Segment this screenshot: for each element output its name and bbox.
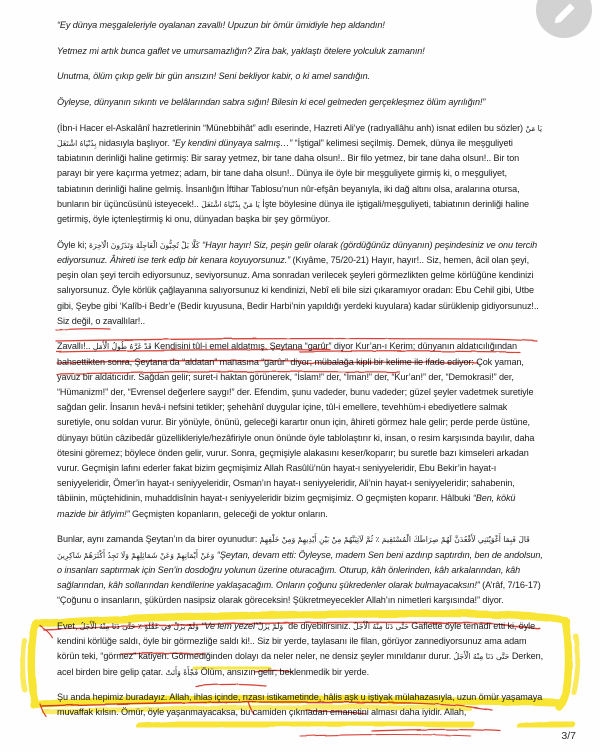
pencil-icon xyxy=(551,0,577,27)
paragraph-8 xyxy=(57,532,545,608)
text-run: Zavallı!.. xyxy=(57,341,93,352)
text-run: İşte böylesine dünya ile iştigali/meşguliyeti, tabiatının derinliği haline getirmiş, öyle içtenleştirmiş ki onu, dünyadan başka bir şey görmüyor. xyxy=(57,198,530,225)
italic-quote: “Şeytan, devam etti: Öyleyse, madem Sen beni azdırıp saptırdın, ben de andolsun, o insanları saptırmak için Sen’in dosdoğru yolunun üzerine oturacağım. Oturup, kâh önlerinden, kâh arkalarından, kâh sağlarından, kâh sollarından kendilerine yaklaşacağım. Onların çoğunu şükredenler olarak bulmayacaksın!” xyxy=(57,549,543,590)
text-run: (A’râf, 7/16-17) “Çoğunu o insanların, şükürden nasipsiz olarak göreceksin! Şükretmeyecekler Allah’ın nimetleri karşısında!” diyor. xyxy=(57,580,541,606)
arabic-quote: يَا مَنْ بِدُنْيَاهُ اشْتَغَلَ xyxy=(57,123,543,149)
text-run: (İbn-i Hacer el-Askalânî hazretlerinin “Münebbihât” adlı eserinde, Hazreti Ali’ye (radıyallâhu anh) isnat edilen bu sözler) xyxy=(57,122,526,133)
paragraph-6 xyxy=(57,238,545,329)
paragraph-10: Şu anda hepimiz buradayız. Allah, ihlas içinde, rızası istikametinde, hâlis aşk u iştiyak mülahazasıyla, uzun ömür yaşamaya muvaffak kılsın. Ömür, öyle yaşanmayacaksa, bu camiden çıkmadan emanetini alması daha iyidir. Allah, xyxy=(57,692,543,718)
text-run: (Kıyâme, 75/20-21) Hayır, hayır!.. Siz, hemen, âcil olan şeyi, peşin olan şeyi tercih ediyorsunuz, seviyorsunuz. Ama sonradan verilecek şeyleri görmezlikten gelme körlüğüne kendinizi salıyorsunuz. Öyle körlük çağlayanına salıyorsunuz ki kendinizi, Nebî eli bile sizi çıkaramıyor oradan: Ebu Cehil gibi, Utbe gibi, Şeybe gibi ‘Kalîb-i Bedr’e (Bedir kuyusuna, Bedir Harbi’nin yapıldığı yerdeki kuyulara) kadar sürüklenip gidiyorsunuz!.. Siz değil, o zavallılar!.. xyxy=(57,254,539,326)
italic-quote: “Ey kendini dünyaya salmış…” xyxy=(171,138,293,149)
text-run: Ölüm, ansızın gelir; beklenmedik bir yerde. xyxy=(198,666,370,677)
text-run: Kendisini tûl-i emel aldatmış. Şeytana “garûr” diyor Kur’an-ı Kerim; dünyanın aldatıcılığından bahsettikten sonra, Şeytana da “aldatan” manasına “garûr” diyor; mübalağa kipli bir kelime ile ifade ediyor: Çok yaman, yavuz bir aldatıcıdır. Sağdan gelir; suret-i haktan görünerek, “İslam!” der, “İman!” der, “Kur’an!” der, “Demokrasi!” der, “Hümanizm!” der, “Evrensel değerlere saygı!” der. Efendim, şunu vadeder, bunu vadeder; güzel şeyler vadetmek suretiyle sağdan gelir. İnsanın hevâ-i nefsini tetikler; şehehânî duygular içine, tûl-i emellere, tevehhüm-i ebediyetlere salmak suretiyle, onu soldan vurur. Bir yönüyle, önünü, geleceği karartır onun için, âhireti görmez hale gelir; perde perde üstüne, dünyayı bütün câzibedâr güzellikleriyle/hezâfiriyle onun önünde öyle tablolaştırır ki, insan, o resim karşısında bayılır, daha ötesini göremez; böylece önden gelir, vurur. Sonra, geçmişiyle alakasını keser/koparır; bu suretle bazı kimseleri arkadan vurur. Geçmişin lafını ederler fakat bizim geçmişimiz Allah Rasûlü’nün hayat-ı seniyyeleridir, Ebu Bekir’in hayat-ı seniyyeleridir, Ömer’in hayat-ı seniyyeleridir, Osman’ın hayat-ı seniyyeleridir, Ali’nin hayat-ı seniyyeleridir; sahabenin, tâbiinin, müçtehidinin, muhaddisînin hayat-ı seniyyeleridir bizim geçmişimiz. O geçmişten koparır. Hâlbuki xyxy=(57,341,535,504)
arabic-quote: حَتَّى دَنَا مِنْهُ الْأَجَلُ xyxy=(353,621,409,631)
page-number: 3/7 xyxy=(561,730,576,742)
text-run: Gaflette öyle temâdî etti ki, öyle kendini körlüğe saldı, öyle bir görmezliğe saldı ki!.. Siz bir yerde, taylasanı ile filan, görüyor zannediyorsunuz ama adam körün teki, “görmez” katiyen. Görmediğinden dolayı da neler neler, ne densiz şeyler mınıldanır durur. xyxy=(57,620,536,662)
arabic-quote: كَلَّا بَلْ تُحِبُّونَ الْعَاجِلَةَ وَتَذَرُونَ الْآخِرَةَ xyxy=(89,240,200,250)
arabic-quote: يَا مَنْ بِدُنْيَاهُ اشْتَغَلَ xyxy=(201,199,260,209)
text-run: “İştigal” kelimesi seçilmiş. Demek, dünya ile meşguliyeti tabiatının derinliği haline getirmiş: Bir saray yetmez, bir tane daha olsun!.. Bir filo yetmez, bir tane daha olsun!.. Bir ton parayı bir yere kaçırma yetmez; adam, bir tane daha olsun!.. Dünya ile öyle bir meşguliyete girmiş ki, o meşguliyet, tabiatının derinliği haline gelmiş. İnsanlığın İftihar Tablosu’nun nûr-efşân beyanıyla, iki dağ altını olsa, aralarına otursa, bunların bir üçüncüsünü isteyecek!.. xyxy=(57,138,520,209)
arabic-quote: وَلَمْ يَزَلْ فِي غَفْلَةٍ ٪ حَتَّى دَنَا مِنْهُ الْأَجَلُ xyxy=(79,621,199,631)
paragraph-3: Unutma, ölüm çıkıp gelir bir gün ansızın! Seni bekliyor kabir, o ki amel sandığın. xyxy=(57,71,370,82)
arabic-quote: فَجْأَةً وَأَتَتْ xyxy=(165,667,199,677)
arabic-quote: قَالَ فَبِمَا أَغْوَيْتَنِي لَأَقْعُدَنَّ لَهُمْ صِرَاطَكَ الْمُسْتَقِيمَ ٪ ثُمَّ لَآتِيَنَّهُمْ مِنْ بَيْنِ أَيْدِيهِمْ وَمِنْ خَلْفِهِمْ وَعَنْ أَيْمَانِهِمْ وَعَنْ شَمَائِلِهِمْ وَلَا تَجِدُ أَكْثَرَهُمْ شَاكِرِينَ xyxy=(57,535,530,560)
arabic-quote: قَدْ غَرَّهُ طُولُ الْأَمَلِ xyxy=(92,342,152,352)
paragraph-4: Öyleyse, dünyanın sıkıntı ve belâlarından sabra sığın! Bilesin ki ecel gelmeden gerçekleşmez ölüm ayrılığın!” xyxy=(57,97,486,108)
paragraph-2: Yetmez mi artık bunca gaflet ve umursamazlığın? Zira bak, yaklaştı ötelere yolculuk zamanın! xyxy=(57,45,425,56)
italic-quote: “Ve lem yezel” xyxy=(198,620,258,631)
paragraph-5 xyxy=(57,121,545,227)
text-run: de diyebilirsiniz. xyxy=(285,620,354,631)
text-run: Derken, acel birden bire gelip çatar. xyxy=(57,651,544,677)
paragraph-9-highlighted xyxy=(57,619,545,680)
arabic-quote: وَلَمْ يَزَلْ xyxy=(257,621,286,631)
text-run: Evet, xyxy=(57,620,80,631)
italic-quote: “Ben, kökü mazide bir âtîyim!” xyxy=(57,493,516,519)
document-body xyxy=(57,18,545,731)
text-run: nidasıyla başlıyor. xyxy=(96,138,172,149)
italic-quote: “Hayır hayır! Siz, peşin gelir olarak (gördüğünüz dünyanın) peşindesiniz ve onu tercih ediyorsunuz. Âhireti ise terk edip bir kenara koyuyorsunuz.” xyxy=(57,239,538,265)
text-run: Öyle ki; xyxy=(57,239,90,250)
text-run: Bunlar, aynı zamanda Şeytan’ın da birer oyunudur: xyxy=(57,534,260,545)
paragraph-1: “Ey dünya meşgaleleriyle oyalanan zavallı! Upuzun bir ömür ümidiyle hep aldandın! xyxy=(57,20,385,30)
text-run: Geçmişten kopanların, geleceği de yoktur onların. xyxy=(129,508,328,519)
paragraph-7 xyxy=(57,339,545,521)
arabic-quote: حَتَّى دَنَا مِنْهُ الْأَجَلُ xyxy=(453,652,510,662)
